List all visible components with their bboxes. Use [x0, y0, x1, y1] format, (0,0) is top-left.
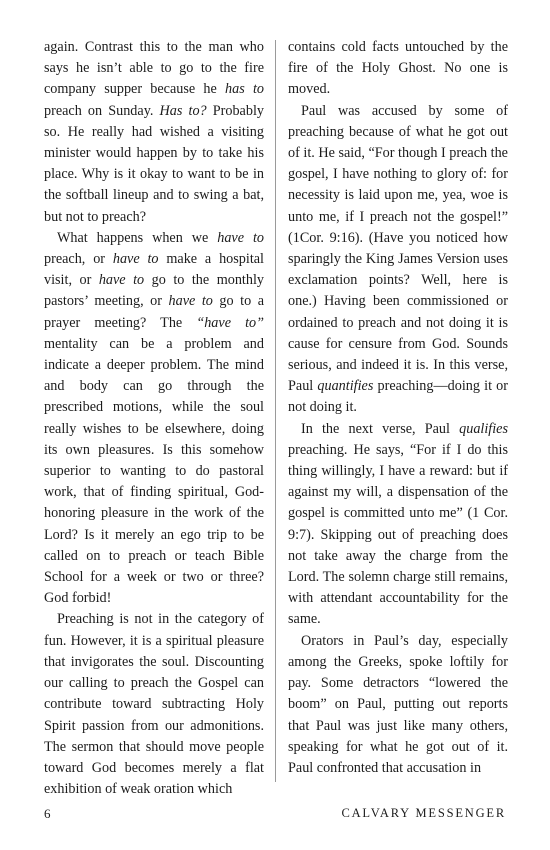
right-text-column — [288, 37, 508, 779]
italic-text: have to — [98, 272, 145, 289]
text-run: again. Contrast this to the man who says he isn’t able to go to the fire company supper because he — [44, 39, 264, 98]
italic-text: have to — [217, 229, 264, 246]
left-text-column — [44, 37, 264, 800]
text-run: In the next verse, Paul — [301, 420, 460, 437]
italic-text: “have to” — [196, 314, 265, 331]
paragraph — [288, 37, 508, 101]
text-run: preach, or — [44, 251, 113, 268]
page-number: 6 — [44, 806, 51, 821]
italic-text: Has to? — [159, 102, 207, 119]
italic-text: quantifies — [317, 378, 374, 395]
running-title: CALVARY MESSENGER — [341, 806, 506, 820]
text-run: preaching. He says, “For if I do this thing willingly, I have a reward: but if against my will, a dispensation of the gospel is committed unto me” (1 Cor. 9:7). Skipping out of preaching does not take away the charge from the Lord. The solemn charge still remains, with attendant accountability for the same. — [288, 441, 508, 628]
paragraph — [288, 101, 508, 419]
column-divider — [275, 40, 276, 782]
text-run: Preaching is not in the category of fun. However, it is a spiritual pleasure that invigorates the soul. Discounting our calling to preach the Gospel can contribute toward subtracting Holy Spirit passion from our admonitions. The sermon that should move people toward God becomes merely a flat exhibition of weak oration which — [44, 611, 264, 798]
text-run: Probably so. He really had wished a visiting minister would happen by to take his place. Why is it okay to want to be in the softball lineup and to swing a bat, but not to preach? — [44, 102, 264, 225]
text-run: preach on Sunday. — [44, 102, 160, 119]
text-run: make a hospital visit, or — [44, 251, 264, 289]
italic-text: qualifies — [459, 420, 508, 437]
text-run: What happens when we — [57, 229, 218, 246]
paragraph — [44, 37, 264, 228]
text-run: preaching—doing it or not doing it. — [288, 378, 508, 416]
italic-text: have to — [112, 251, 159, 268]
text-run: go to a prayer meeting? The — [44, 293, 264, 331]
text-run: go to the monthly pastors’ meeting, or — [44, 272, 264, 310]
paragraph — [288, 631, 508, 779]
text-run: Paul was accused by some of preaching because of what he got out of it. He said, “For though I preach the gospel, I have nothing to glory of: for necessity is laid upon me, yea, woe is unto me, if I preach not the gospel!” (1Cor. 9:16). (Have you noticed how sparingly the King James Version uses exclamation points? Well, here is one.) Having been commissioned or ordained to preach and not doing it is cause for censure from God. Sounds serious, and indeed it is. In this verse, Paul — [288, 102, 508, 395]
text-run: mentality can be a problem and indicate a deeper problem. The mind and body can go through the prescribed motions, while the soul really wishes to be elsewhere, doing its own pleasures. Is this somehow superior to wanting to do pastoral work, that of finding spiritual, God-honoring pleasure in the work of the Lord? Is it merely an ego trip to be called on to preach or teach Bible School for a week or two or three? God forbid! — [44, 335, 264, 607]
text-run: contains cold facts untouched by the fire of the Holy Ghost. No one is moved. — [288, 39, 508, 98]
paragraph — [288, 419, 508, 631]
paragraph — [44, 609, 264, 800]
paragraph — [44, 228, 264, 610]
text-run: Orators in Paul’s day, especially among the Greeks, spoke loftily for pay. Some detractors “lowered the boom” on Paul, putting out reports that Paul was just like many others, speaking for what he got out of it. Paul confronted that accusation in — [288, 632, 508, 776]
italic-text: has to — [225, 81, 265, 98]
italic-text: have to — [168, 293, 213, 310]
